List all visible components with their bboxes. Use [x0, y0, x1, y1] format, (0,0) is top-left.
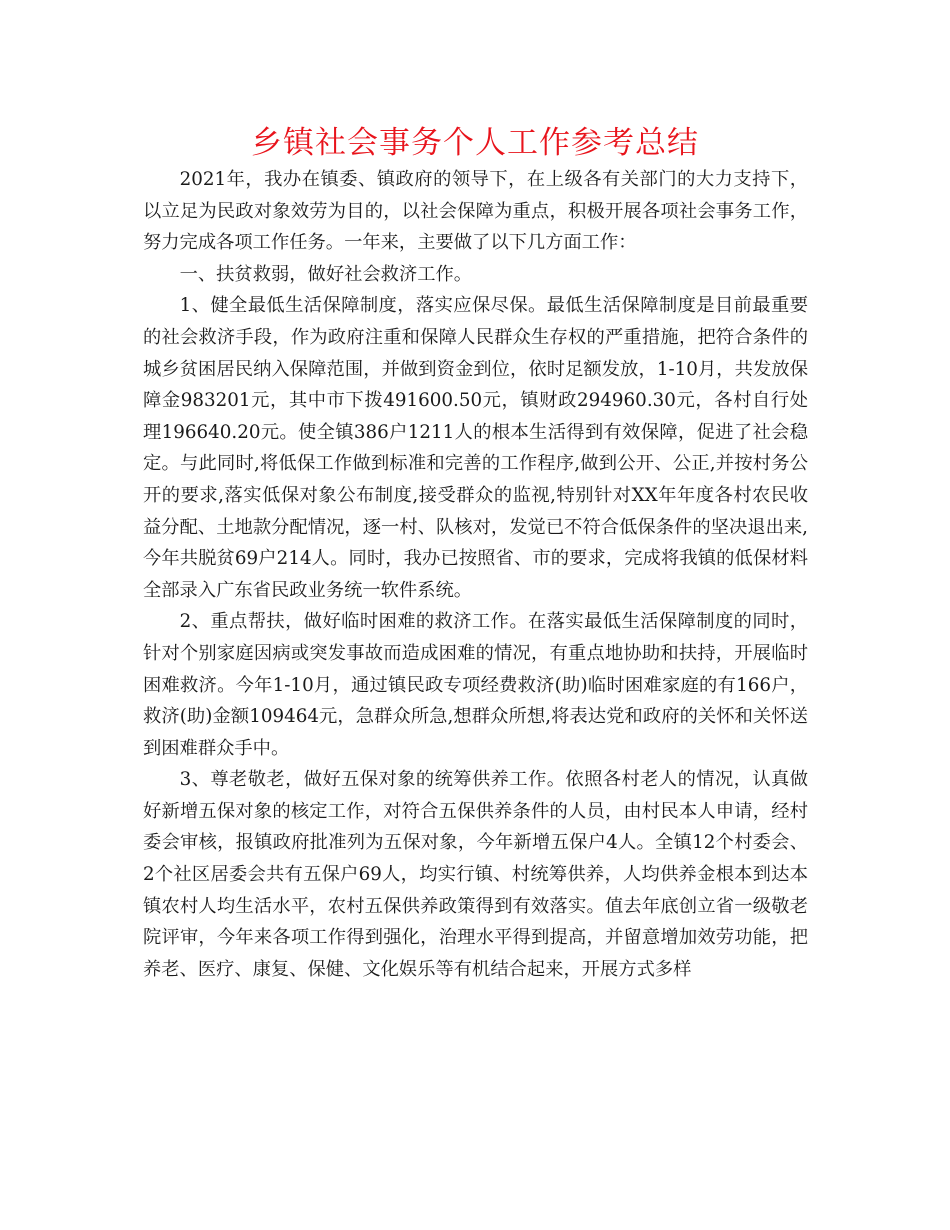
paragraph-intro: 2021年，我办在镇委、镇政府的领导下，在上级各有关部门的大力支持下，以立足为民政对象效劳为目的，以社会保障为重点，积极开展各项社会事务工作，努力完成各项工作任务。一年来，主要做了以下几方面工作：	[143, 169, 808, 254]
section-heading-1: 一、扶贫救弱，做好社会救济工作。	[179, 263, 473, 285]
paragraph-item-1: 1、健全最低生活保障制度，落实应保尽保。最低生活保障制度是目前最重要的社会救济手段，作为政府注重和保障人民群众生存权的严重措施，把符合条件的城乡贫困居民纳入保障范围，并做到资金到位，依时足额发放，1-10月，共发放保障金983201元，其中市下拨491600.50元，镇财政294960.30元，各村自行处理196640.20元。使全镇386户1211人的根本生活得到有效保障，促进了社会稳定。与此同时,将低保工作做到标准和完善的工作程序,做到公开、公正,并按村务公开的要求,落实低保对象公布制度,接受群众的监视,特别针对XX年年度各村农民收益分配、土地款分配情况，逐一村、队核对，发觉已不符合低保条件的坚决退出来,今年共脱贫69户214人。同时，我办已按照省、市的要求，完成将我镇的低保材料全部录入广东省民政业务统一软件系统。	[143, 295, 808, 601]
document-body	[143, 164, 808, 985]
document-title: 乡镇社会事务个人工作参考总结	[251, 125, 699, 161]
paragraph-item-3: 3、尊老敬老，做好五保对象的统筹供养工作。依照各村老人的情况，认真做好新增五保对象的核定工作，对符合五保供养条件的人员，由村民本人申请，经村委会审核，报镇政府批准列为五保对象，今年新增五保户4人。全镇12个村委会、2个社区居委会共有五保户69人，均实行镇、村统筹供养，人均供养金根本到达本镇农村人均生活水平，农村五保供养政策得到有效落实。值去年底创立省一级敬老院评审，今年来各项工作得到强化，治理水平得到提高，并留意增加效劳功能，把养老、医疗、康复、保健、文化娱乐等有机结合起来，开展方式多样	[143, 769, 808, 980]
paragraph-item-2: 2、重点帮扶，做好临时困难的救济工作。在落实最低生活保障制度的同时，针对个别家庭因病或突发事故而造成困难的情况，有重点地协助和扶持，开展临时困难救济。今年1-10月，通过镇民政专项经费救济(助)临时困难家庭的有166户，救济(助)金额109464元，急群众所急,想群众所想,将表达党和政府的关怀和关怀送到困难群众手中。	[143, 611, 808, 759]
